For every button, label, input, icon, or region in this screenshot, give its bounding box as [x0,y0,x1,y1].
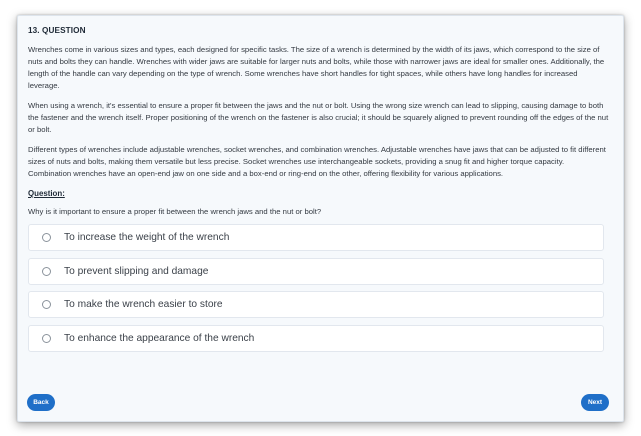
passage-paragraph-1: Wrenches come in various sizes and types, each designed for specific tasks. The size of a wrench is determined by the width of its jaws, which correspond to the size of nuts and bolts they can handle. Wrenches with wider jaws are suitable for larger nuts and bolts, while those with narrower jaws are ideal for smaller ones. Additionally, the length of the handle can vary depending on the type of wrench. Some wrenches have short handles for tight spaces, while others have long handles for increased leverage. [28,45,605,90]
answer-options [28,224,609,352]
radio-unchecked-icon[interactable] [42,334,51,343]
next-button[interactable]: Next [581,394,609,411]
passage-paragraph-2: When using a wrench, it's essential to ensure a proper fit between the jaws and the nut or bolt. Using the wrong size wrench can lead to slipping, causing damage to both the fastener and the wrench itself. Proper positioning of the wrench on the fastener is also crucial; it should be squarely aligned to prevent rounding off the edges of the nut or bolt. [28,101,609,134]
back-button[interactable]: Back [27,394,55,411]
answer-option-1[interactable] [28,224,604,251]
answer-option-label: To make the wrench easier to store [64,299,223,310]
answer-option-4[interactable] [28,325,604,352]
passage-paragraph-3: Different types of wrenches include adjustable wrenches, socket wrenches, and combination wrenches. Adjustable wrenches have jaws that can be adjusted to fit different sizes of nuts and bolts, making them versatile but less precise. Socket wrenches use interchangeable sockets, providing a snug fit and higher torque capacity. Combination wrenches have an open-end jaw on one side and a box-end or ring-end on the other, offering flexibility for various applications. [28,145,606,178]
question-title: 13. QUESTION [28,26,86,35]
answer-option-2[interactable] [28,258,604,285]
answer-option-label: To enhance the appearance of the wrench [64,332,255,344]
question-content [28,26,609,358]
quiz-panel [17,15,624,422]
radio-unchecked-icon[interactable] [42,267,51,276]
answer-option-3[interactable] [28,291,604,318]
question-prompt: Why is it important to ensure a proper fit between the wrench jaws and the nut or bolt? [28,207,322,216]
radio-unchecked-icon[interactable] [42,300,51,309]
question-label: Question: [28,189,65,198]
answer-option-label: To prevent slipping and damage [64,265,209,277]
radio-unchecked-icon[interactable] [42,233,51,242]
answer-option-label: To increase the weight of the wrench [64,232,230,243]
